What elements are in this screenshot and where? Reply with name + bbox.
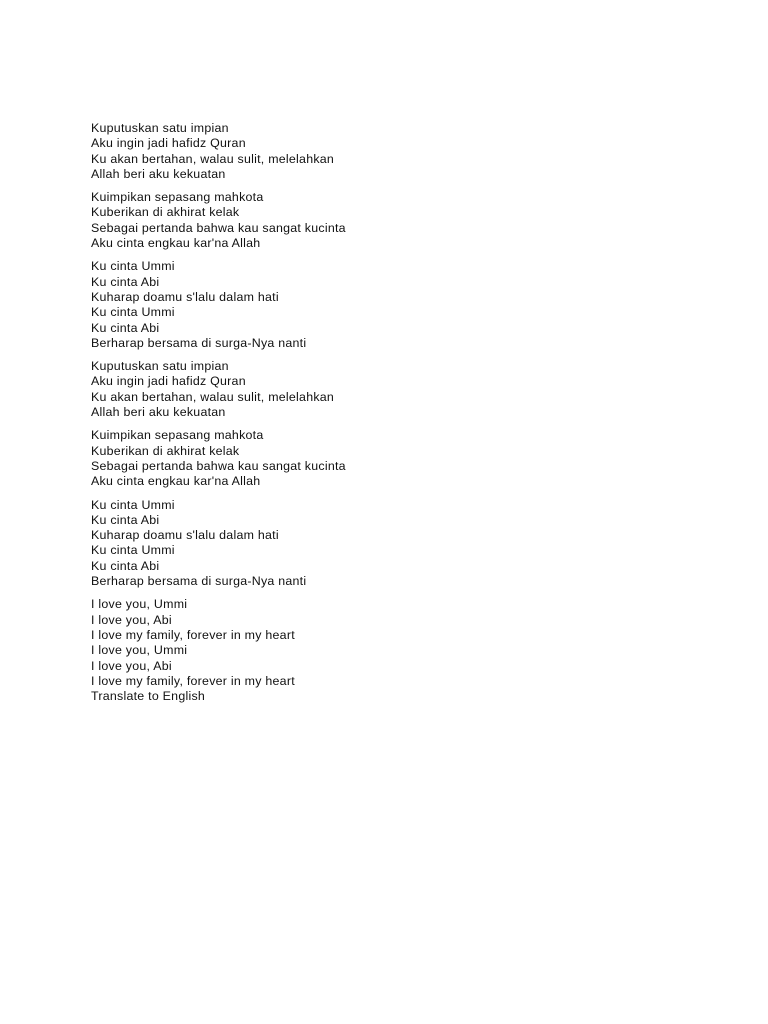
lyric-line: I love you, Ummi — [91, 643, 188, 658]
lyric-line: Aku cinta engkau kar'na Allah — [91, 474, 261, 489]
lyric-line: Ku cinta Ummi — [91, 259, 175, 274]
lyric-line: Ku cinta Ummi — [91, 305, 175, 320]
lyric-line: Ku cinta Ummi — [91, 543, 175, 558]
lyric-line: I love my family, forever in my heart — [91, 627, 295, 642]
lyric-line: Sebagai pertanda bahwa kau sangat kucinta — [91, 458, 346, 473]
lyric-line: Aku ingin jadi hafidz Quran — [91, 136, 246, 151]
lyric-line: Kuimpikan sepasang mahkota — [91, 190, 264, 205]
lyric-line: Ku cinta Abi — [91, 512, 160, 527]
lyric-line: Kuharap doamu s'lalu dalam hati — [91, 528, 279, 543]
stanza-5 — [91, 428, 731, 489]
lyric-line: Ku cinta Ummi — [91, 497, 175, 512]
lyrics-page — [91, 121, 731, 712]
stanza-4 — [91, 359, 731, 420]
lyric-line: Berharap bersama di surga-Nya nanti — [91, 574, 307, 589]
lyric-line: Ku cinta Abi — [91, 320, 160, 335]
lyric-line: Berharap bersama di surga-Nya nanti — [91, 335, 307, 350]
lyric-line: Kuberikan di akhirat kelak — [91, 205, 240, 220]
lyric-line: Ku cinta Abi — [91, 558, 160, 573]
lyric-line: I love you, Ummi — [91, 597, 188, 612]
lyric-line: I love you, Abi — [91, 612, 172, 627]
stanza-7 — [91, 597, 731, 704]
lyric-line: Kuberikan di akhirat kelak — [91, 443, 240, 458]
stanza-1 — [91, 121, 731, 182]
lyric-line: Kuputuskan satu impian — [91, 121, 229, 135]
stanza-2 — [91, 190, 731, 251]
lyric-line: Aku cinta engkau kar'na Allah — [91, 236, 261, 251]
lyric-line: Allah beri aku kekuatan — [91, 405, 226, 420]
translate-note: Translate to English — [91, 689, 206, 704]
lyric-line: Sebagai pertanda bahwa kau sangat kucinta — [91, 220, 346, 235]
lyric-line: Kuimpikan sepasang mahkota — [91, 428, 264, 443]
lyric-line: Ku akan bertahan, walau sulit, melelahkan — [91, 389, 335, 404]
lyric-line: Kuharap doamu s'lalu dalam hati — [91, 289, 279, 304]
lyric-line: Aku ingin jadi hafidz Quran — [91, 374, 246, 389]
lyric-line: Ku akan bertahan, walau sulit, melelahkan — [91, 151, 335, 166]
lyric-line: I love my family, forever in my heart — [91, 673, 295, 688]
stanza-6 — [91, 498, 731, 590]
lyric-line: Kuputuskan satu impian — [91, 359, 229, 374]
lyric-line: Allah beri aku kekuatan — [91, 166, 226, 181]
lyric-line: Ku cinta Abi — [91, 274, 160, 289]
stanza-3 — [91, 259, 731, 351]
lyric-line: I love you, Abi — [91, 658, 172, 673]
